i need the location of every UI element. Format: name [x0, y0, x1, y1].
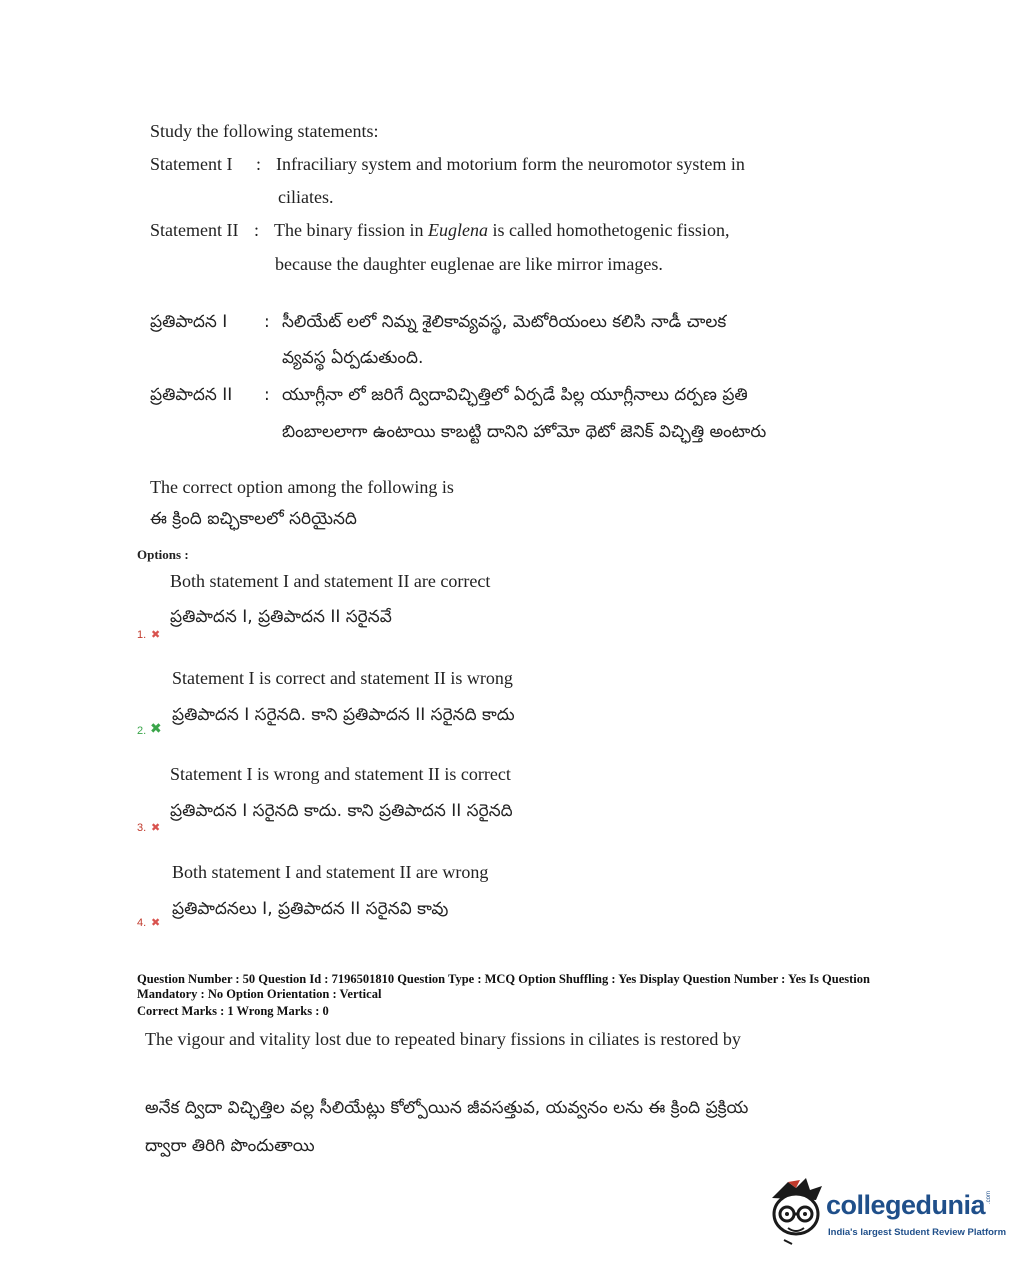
- q50-meta-line1: Question Number : 50 Question Id : 7196501810 Question Type : MCQ Option Shuffling : Yes Display Question Number : Yes Is Question: [137, 972, 870, 986]
- statement-2-label: Statement II: [150, 220, 239, 240]
- te-statement-1-line2: వ్యవస్థ ఏర్పడుతుంది.: [282, 348, 424, 368]
- option-3-number: 3.: [137, 822, 147, 834]
- option-1-text-en: Both statement I and statement II are correct: [170, 571, 491, 591]
- statement-1-colon: :: [256, 154, 262, 174]
- q50-text-te-line1: అనేక ద్విదా విచ్ఛిత్తిల వల్ల సీలియేట్లు కోల్పోయిన జీవసత్తువ, యవ్వనం లను ఈ క్రింది ప్రక్రియ: [145, 1098, 749, 1118]
- q50-marks: Correct Marks : 1 Wrong Marks : 0: [137, 1004, 329, 1018]
- option-1-text-te: ప్రతిపాదన I, ప్రతిపాదన II సరైనవే: [170, 607, 392, 627]
- option-3-text-te: ప్రతిపాదన I సరైనది కాదు. కాని ప్రతిపాదన II సరైనది: [170, 801, 513, 821]
- logo-tagline: India's largest Student Review Platform: [828, 1227, 1007, 1238]
- option-2-text-te: ప్రతిపాదన I సరైనది. కాని ప్రతిపాదన II సరైనది కాదు: [172, 705, 515, 725]
- option-2-text-en: Statement I is correct and statement II is wrong: [172, 668, 513, 688]
- te-statement-2-colon: :: [264, 385, 270, 405]
- option-4-text-en: Both statement I and statement II are wrong: [172, 862, 489, 882]
- logo-domain-suffix: .com: [986, 1190, 992, 1204]
- option-1-number: 1.: [137, 629, 147, 641]
- statement-1-line1: Infraciliary system and motorium form the neuromotor system in: [276, 154, 745, 174]
- statement-1-label: Statement I: [150, 154, 233, 174]
- option-3-text-en: Statement I is wrong and statement II is correct: [170, 764, 511, 784]
- option-4-number: 4.: [137, 917, 147, 929]
- wrong-mark-icon: ✖: [151, 822, 161, 834]
- te-statement-2-line2: బింబాలలాగా ఉంటాయి కాబట్టి దానిని హోమో థెటో జెనిక్ విచ్ఛిత్తి అంటారు: [282, 422, 767, 442]
- logo-wordmark: collegedunia: [826, 1190, 986, 1220]
- logo-mascot-icon: [766, 1176, 828, 1248]
- te-statement-1-line1: సీలియేట్ లలో నిమ్న శైలికావ్యవస్థ, మెటోరియంలు కలిసి నాడీ చాలక: [282, 312, 727, 332]
- collegedunia-logo: [766, 1176, 1006, 1248]
- te-statement-1-label: ప్రతిపాదన I: [150, 312, 228, 332]
- correct-mark-icon: ✖: [150, 722, 162, 737]
- option-4-text-te: ప్రతిపాదనలు I, ప్రతిపాదన II సరైనవి కావు: [172, 899, 449, 919]
- options-heading: Options :: [137, 547, 189, 562]
- option-2-number: 2.: [137, 725, 147, 737]
- statement-1-line2: ciliates.: [278, 187, 334, 207]
- wrong-mark-icon: ✖: [151, 629, 161, 641]
- q50-meta-line2: Mandatory : No Option Orientation : Vertical: [137, 987, 382, 1001]
- statement-2-line1: The binary fission in Euglena is called homothetogenic fission,: [274, 220, 730, 240]
- te-statement-2-label: ప్రతిపాదన II: [150, 385, 233, 405]
- q50-text-en: The vigour and vitality lost due to repeated binary fissions in ciliates is restored by: [145, 1029, 741, 1049]
- correct-option-prompt-en: The correct option among the following is: [150, 477, 454, 497]
- te-statement-2-line1: యూగ్లీనా లో జరిగే ద్విదావిచ్ఛిత్తిలో ఏర్పడే పిల్ల యూగ్లీనాలు దర్పణ ప్రతి: [282, 385, 748, 405]
- statement-2-line2: because the daughter euglenae are like mirror images.: [275, 254, 663, 274]
- correct-option-prompt-te: ఈ క్రింది ఐచ్ఛికాలలో సరియైనది: [150, 509, 357, 529]
- q50-text-te-line2: ద్వారా తిరిగి పొందుతాయి: [145, 1136, 315, 1156]
- statement-2-colon: :: [254, 220, 260, 240]
- te-statement-1-colon: :: [264, 312, 270, 332]
- q49-intro: Study the following statements:: [150, 121, 379, 141]
- wrong-mark-icon: ✖: [151, 917, 161, 929]
